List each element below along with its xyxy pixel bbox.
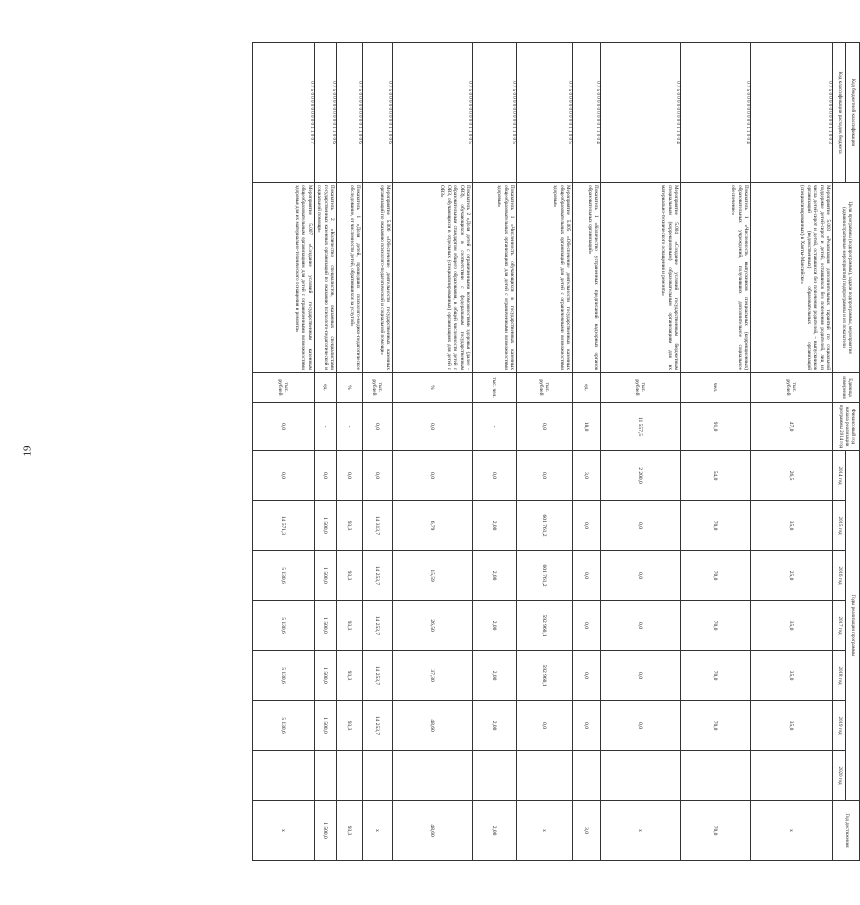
row-year-value: 0,0 [573, 501, 601, 551]
row-year-value [601, 751, 681, 801]
row-total: x [517, 801, 573, 861]
row-year-value: 5 130,6 [252, 601, 314, 651]
row-total: 3,0 [573, 801, 601, 861]
row-year-value: 14 253,7 [363, 601, 393, 651]
row-year-value: 0,0 [573, 601, 601, 651]
row-year-value: 2,00 [473, 601, 517, 651]
row-unit: тыс. чел. [473, 373, 517, 403]
row-text: Показатель 1 «Численность обучающихся в государственных казенных общеобразовательных организациях для детей с ограниченными возможностями здоровья» [473, 183, 517, 373]
row-year-value: 0,0 [252, 451, 314, 501]
header-years: Годы реализации программы [846, 451, 860, 801]
row-year-value: 0,0 [601, 701, 681, 751]
row-year-value: 93,3 [337, 701, 363, 751]
row-year-value: 2 200,0 [601, 451, 681, 501]
row-year-value: 25,0 [751, 551, 833, 601]
row-year-value: 1 500,0 [314, 601, 336, 651]
table-row [517, 43, 573, 861]
row-year-value: 14 253,7 [363, 701, 393, 751]
year-col: 2015 год [833, 501, 846, 551]
row-code: 0 7 5 0 0 0 0 0 0 0 0 0 1 1 0 0 7 [252, 43, 314, 183]
row-funding: 11 557,5 [601, 403, 681, 451]
header-goal: Цели программы (подпрограммы), задачи подпрограммы, мероприятия (административные мероприятия) подпрограммы и их показатели [833, 183, 860, 373]
row-unit: ед. [573, 373, 601, 403]
row-total: 93,3 [337, 801, 363, 861]
row-year-value: 26,5 [751, 451, 833, 501]
row-text: Мероприятие 5.006 «Обеспечение деятельности государственных казенных организаций по оказанию психолого-педагогической и социальной помощи» [363, 183, 393, 373]
row-total: x [751, 801, 833, 861]
row-code: 0 7 5 0 0 0 0 0 0 0 0 0 1 1 0 0 6 [337, 43, 363, 183]
row-year-value: 48,60 [393, 701, 473, 751]
row-year-value: 14 313,7 [363, 501, 393, 551]
row-funding: 47,0 [751, 403, 833, 451]
rotated-table-wrapper [260, 42, 860, 860]
row-code: 0 7 5 0 0 0 0 0 0 0 0 0 1 1 0 0 4 [601, 43, 681, 183]
row-year-value: 0,0 [314, 451, 336, 501]
row-year-value: 0,0 [573, 701, 601, 751]
row-total: x [363, 801, 393, 861]
row-year-value: 592 960,1 [517, 651, 573, 701]
row-year-value [393, 751, 473, 801]
row-year-value: 0,0 [337, 451, 363, 501]
row-year-value: 70,0 [681, 551, 751, 601]
row-year-value: 0,0 [363, 451, 393, 501]
table-row [573, 43, 601, 861]
row-code: 0 7 5 0 0 0 0 0 0 0 0 0 1 1 0 0 5 [473, 43, 517, 183]
row-funding: 91,0 [681, 403, 751, 451]
row-unit: % [337, 373, 363, 403]
row-code: 0 7 5 0 0 0 0 0 0 0 0 0 1 1 0 0 4 [681, 43, 751, 183]
row-funding: - [473, 403, 517, 451]
row-year-value: 1 500,0 [314, 651, 336, 701]
table-row [751, 43, 833, 861]
row-year-value [751, 751, 833, 801]
row-year-value: 70,0 [681, 651, 751, 701]
row-funding: 0,0 [363, 403, 393, 451]
row-funding: 0,0 [517, 403, 573, 451]
row-year-value: 5 130,6 [252, 701, 314, 751]
row-year-value: 26,50 [393, 601, 473, 651]
row-year-value: 601 761,2 [517, 501, 573, 551]
row-year-value: 35,0 [751, 601, 833, 651]
row-unit: тыс. рублей [601, 373, 681, 403]
table-row [601, 43, 681, 861]
row-year-value: 35,0 [751, 651, 833, 701]
row-funding: 0,0 [393, 403, 473, 451]
row-year-value: 70,0 [681, 601, 751, 651]
row-year-value: 5 130,6 [252, 651, 314, 701]
row-unit: тыс. рублей [363, 373, 393, 403]
row-unit: % [393, 373, 473, 403]
row-year-value: 14 571,3 [252, 501, 314, 551]
table-row [314, 43, 336, 861]
table-row [473, 43, 517, 861]
row-total: 2,00 [473, 801, 517, 861]
header-budget-class: Код бюджетной классификации [846, 43, 860, 183]
year-col: 2017 год [833, 601, 846, 651]
row-year-value [252, 751, 314, 801]
table-row [681, 43, 751, 861]
row-year-value: 2,00 [473, 701, 517, 751]
row-year-value: 93,3 [337, 551, 363, 601]
page-number: 19 [21, 445, 34, 457]
row-funding: 18,0 [573, 403, 601, 451]
row-year-value: 6,79 [393, 501, 473, 551]
row-text: Мероприятие 5.007 «Создание условий государственным казенным общеобразовательным организациям для детей с ограниченными возможностями здоровья для их материально-технического оснащения и ремонта» [252, 183, 314, 373]
row-year-value: 14 253,7 [363, 551, 393, 601]
row-funding: - [337, 403, 363, 451]
table-body [252, 43, 832, 861]
row-year-value: 2,00 [473, 551, 517, 601]
row-year-value [681, 751, 751, 801]
row-year-value: 35,0 [751, 501, 833, 551]
row-year-value: 15,59 [393, 551, 473, 601]
row-text: Мероприятие 5.004 «Создание условий государственным бюджетным специальным (коррекционным) образовательным организациям для их материально-технического оснащения и ремонта» [601, 183, 681, 373]
row-year-value: 37,30 [393, 651, 473, 701]
row-year-value: 592 960,1 [517, 601, 573, 651]
row-year-value [314, 751, 336, 801]
row-year-value [473, 751, 517, 801]
row-year-value [573, 751, 601, 801]
row-total: 48,60 [393, 801, 473, 861]
row-year-value: 3,0 [573, 451, 601, 501]
row-year-value: 0,0 [393, 451, 473, 501]
row-year-value: 0,0 [601, 501, 681, 551]
row-year-value: 93,3 [337, 501, 363, 551]
row-funding: - [314, 403, 336, 451]
year-col: 2018 год [833, 651, 846, 701]
row-year-value: 0,0 [601, 651, 681, 701]
row-year-value: 35,0 [751, 701, 833, 751]
row-year-value: 2,00 [473, 501, 517, 551]
table-row [363, 43, 393, 861]
row-code: 0 7 5 0 0 0 0 0 0 0 0 0 1 1 0 0 3 [751, 43, 833, 183]
row-unit: чел. [681, 373, 751, 403]
row-year-value [517, 751, 573, 801]
row-year-value: 2,00 [473, 651, 517, 701]
row-year-value [363, 751, 393, 801]
year-col: 2016 год [833, 551, 846, 601]
row-text: Мероприятие 5.005 «Обеспечение деятельности государственных казенных общеобразовательных организаций для детей с ограниченными возможностями здоровья» [517, 183, 573, 373]
row-unit: тыс. рублей [517, 373, 573, 403]
table-row [252, 43, 314, 861]
row-year-value: 1 500,0 [314, 551, 336, 601]
row-total: 70,0 [681, 801, 751, 861]
row-text: Показатель 1 «Численность выпускников специальных (коррекционных) образовательных учреждений, получивших дополнительное социальное обеспечение» [681, 183, 751, 373]
row-year-value: 0,0 [473, 451, 517, 501]
header-end-year: Год достижения [833, 801, 860, 861]
row-year-value: 70,0 [681, 701, 751, 751]
row-code: 0 7 5 0 0 0 0 0 0 0 0 0 1 1 0 0 6 [363, 43, 393, 183]
row-year-value: 14 253,7 [363, 651, 393, 701]
row-year-value: 0,0 [601, 601, 681, 651]
row-text: Показатель 1 «Количество устраненных предписаний надзорных органов образовательных организаций» [573, 183, 601, 373]
row-code: 0 7 5 0 0 0 0 0 0 0 0 0 1 1 0 0 6 [314, 43, 336, 183]
row-year-value: 93,3 [337, 601, 363, 651]
row-text: Показатель 2 «Количество специалистов, оказанных специалистами государственных казенных организаций по оказанию психолого-педагогической и социальной помощи» [314, 183, 336, 373]
row-text: Показатель 2 «Доля детей с ограниченными возможностями здоровья (далее - ОВЗ), обучающихся в соответствии с федеральным государственным образовательным стандартом общего образования, в общей численности детей с ОВЗ, обучающихся в отдельных (специализированных) организациях для детей с ОВЗ» [393, 183, 473, 373]
row-code: 0 7 5 0 0 0 0 0 0 0 0 0 1 1 0 0 5 [517, 43, 573, 183]
row-year-value: 0,0 [517, 701, 573, 751]
row-year-value: 54,0 [681, 451, 751, 501]
row-code: 0 7 5 0 0 0 0 0 0 0 0 0 1 1 0 0 5 [393, 43, 473, 183]
row-total: x [252, 801, 314, 861]
row-unit: ед. [314, 373, 336, 403]
header-unit: Единица измерения [833, 373, 860, 403]
year-col: 2014 год [833, 451, 846, 501]
row-year-value [337, 751, 363, 801]
row-year-value: 601 761,2 [517, 551, 573, 601]
header-funding: Финансовый год начала реализации программы 2014 год [833, 403, 860, 451]
table-row [337, 43, 363, 861]
row-year-value: 0,0 [601, 551, 681, 601]
row-funding: 0,0 [252, 403, 314, 451]
row-unit: тыс. рублей [252, 373, 314, 403]
table-row [393, 43, 473, 861]
row-year-value: 70,0 [681, 501, 751, 551]
row-year-value: 93,3 [337, 651, 363, 701]
row-text: Мероприятие 5.003 «Реализация дополнительных гарантий по социальной поддержке детей-сирот и детей, оставшихся без попечения родителей, лиц из числа детей-сирот и детей, оставшихся без попечения родителей, – выпускников организаций (ведомственных) образовательных организаций (специализированных) в Ханты-Мансийске» [751, 183, 833, 373]
header-expense-class: Код классификации расходов бюджета [833, 43, 846, 183]
row-unit: тыс. рублей [751, 373, 833, 403]
row-year-value: 0,0 [573, 651, 601, 701]
row-text: Показатель 1 «Доля детей, прошедших психолого-медико-педагогическое обследование, от численности детей, обратившихся за услугой» [337, 183, 363, 373]
program-table [252, 42, 860, 861]
row-year-value: 1 500,0 [314, 701, 336, 751]
row-year-value: 0,0 [517, 451, 573, 501]
row-year-value: 5 130,6 [252, 551, 314, 601]
row-year-value: 0,0 [573, 551, 601, 601]
row-total: x [601, 801, 681, 861]
row-code: 0 7 5 0 0 0 0 0 0 0 0 0 1 1 0 0 4 [573, 43, 601, 183]
row-year-value: 1 500,0 [314, 501, 336, 551]
year-col: 2019 год [833, 701, 846, 751]
row-total: 1 500,0 [314, 801, 336, 861]
year-col: 2020 год [833, 751, 846, 801]
